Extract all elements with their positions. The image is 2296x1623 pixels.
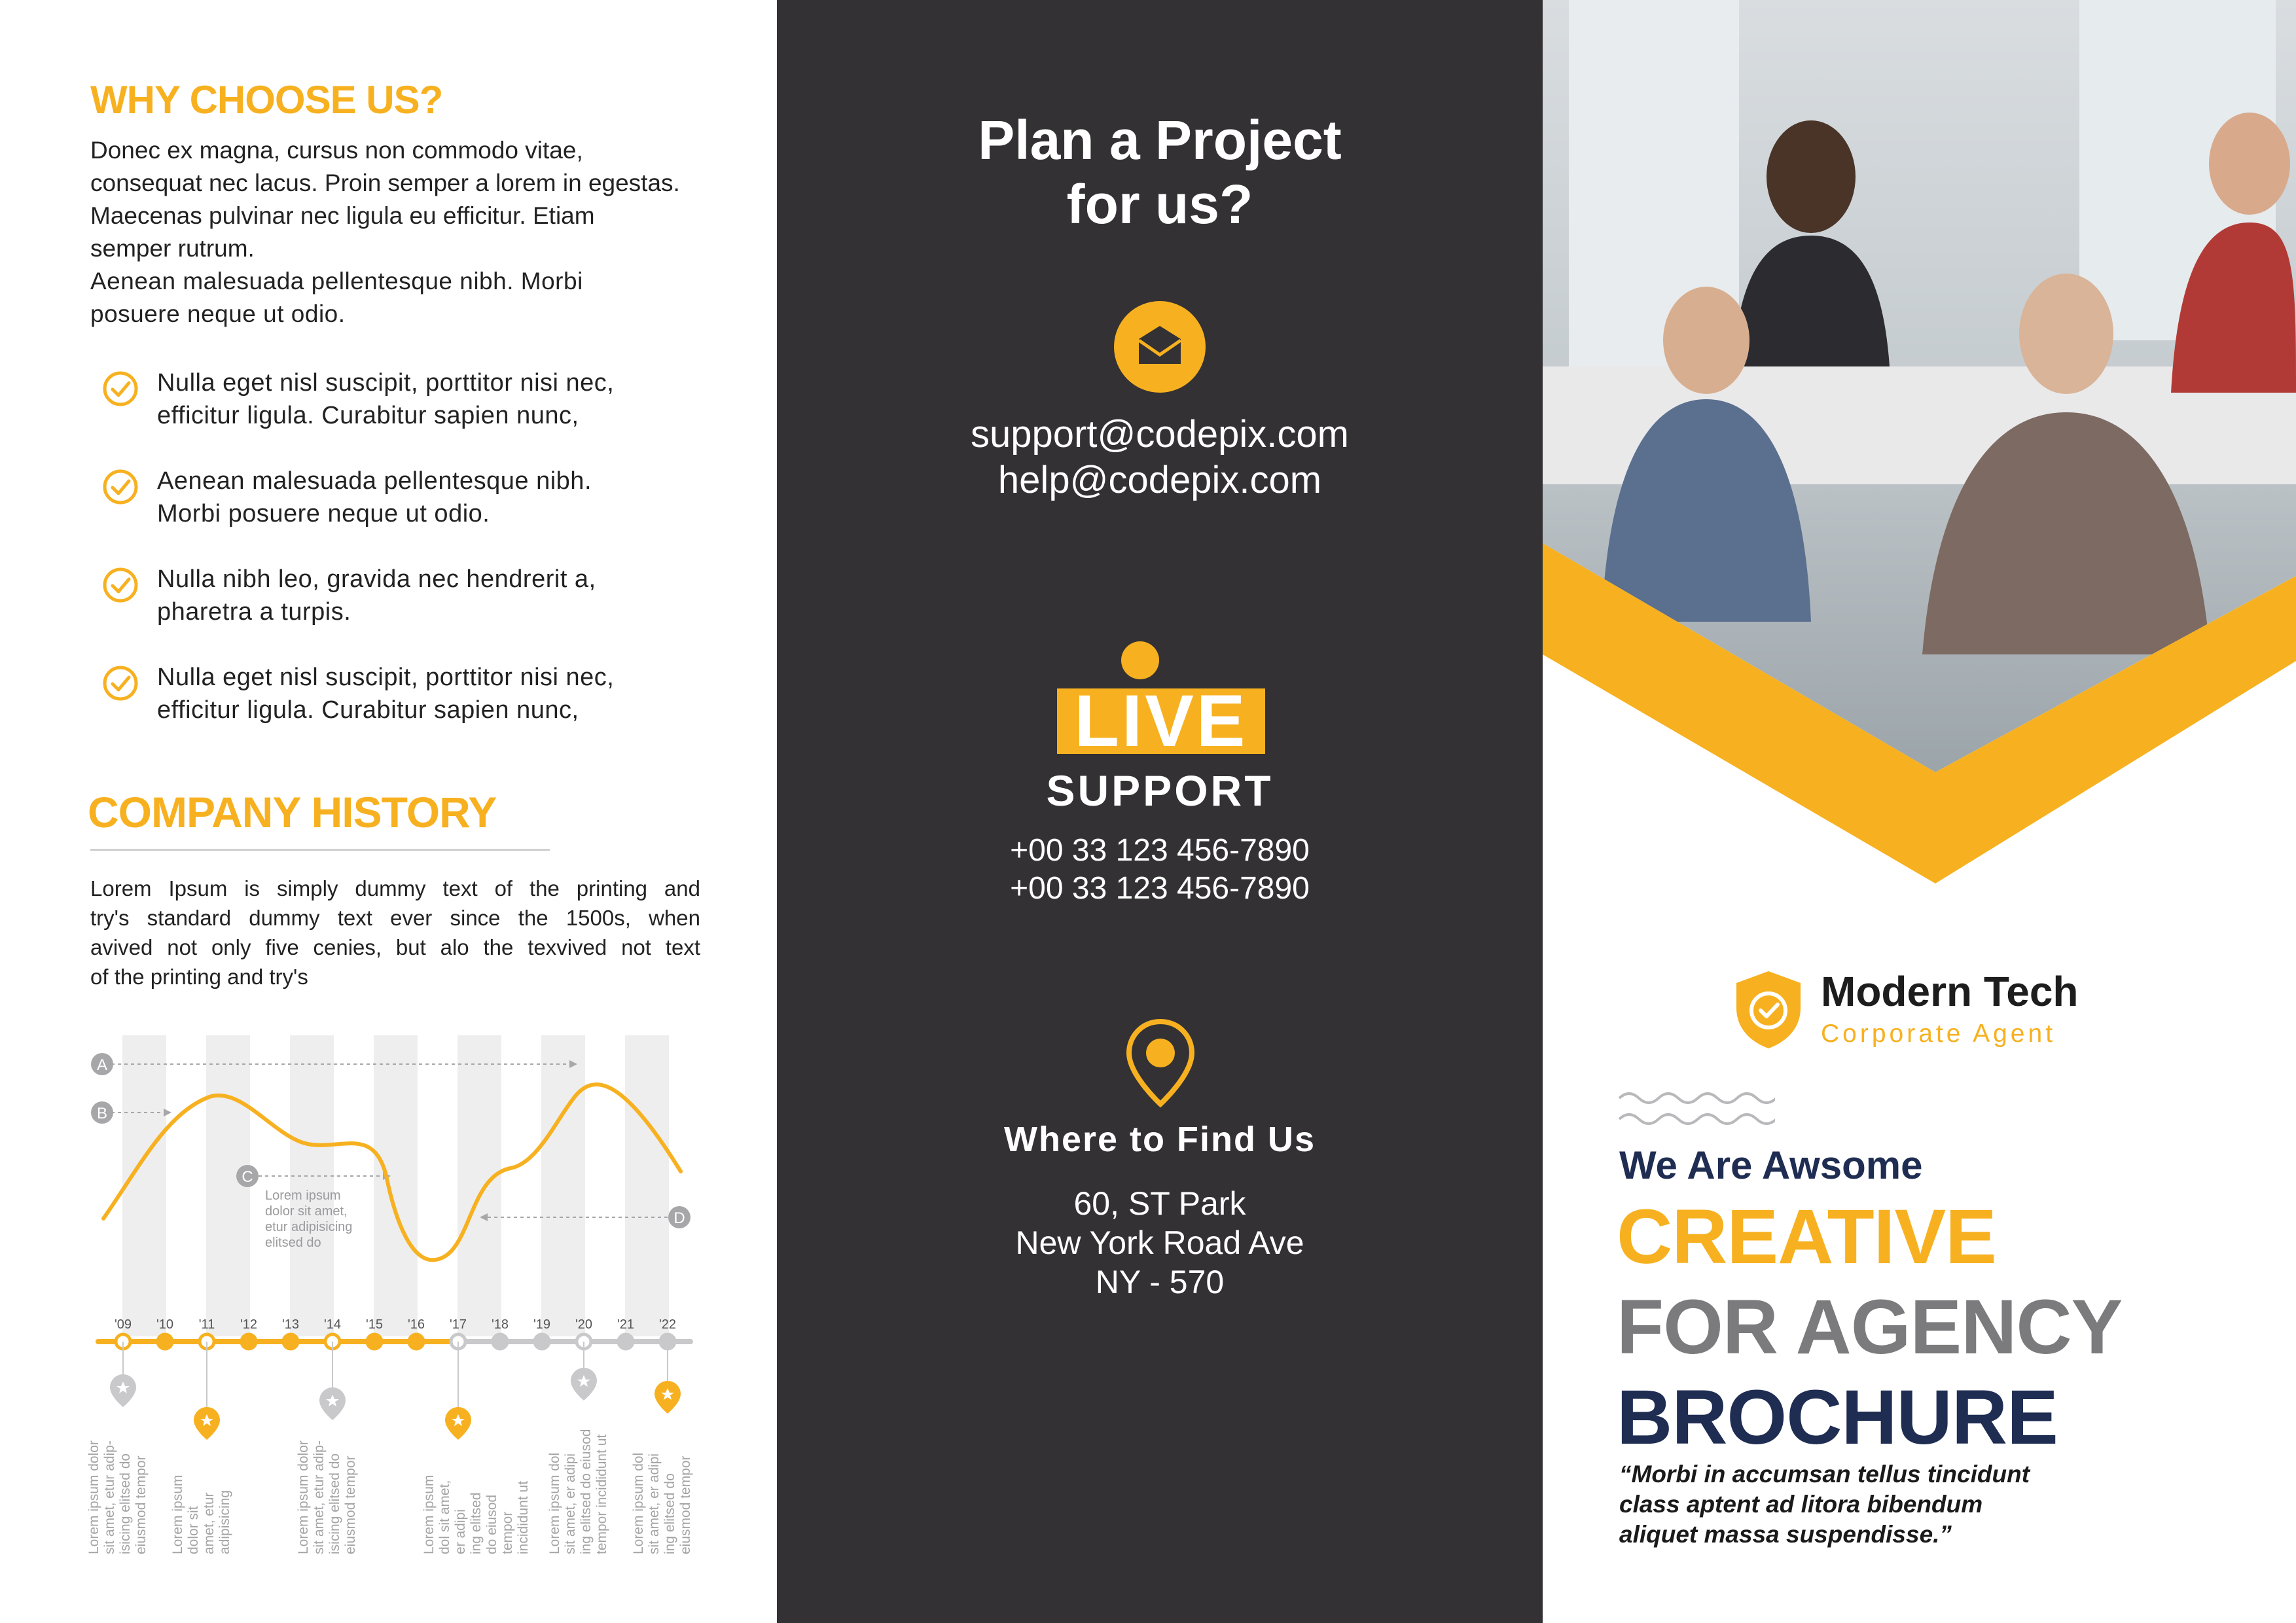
timeline-note-line: sit amet, er adipi (647, 1453, 662, 1554)
quote-line: class aptent ad litora bibendum (1619, 1491, 1983, 1518)
timeline-note-line: er adipi (453, 1509, 468, 1554)
checklist-line: Morbi posuere neque ut odio. (157, 500, 490, 527)
phone-1[interactable]: +00 33 123 456-7890 (1010, 833, 1310, 868)
why-paragraph-1 (90, 134, 680, 330)
year-label: '21 (617, 1317, 635, 1332)
checklist-line: efficitur ligula. Curabitur sapien nunc, (157, 402, 579, 429)
timeline-note-line: eiusmod tempor (678, 1455, 693, 1554)
year-label: '20 (575, 1317, 593, 1332)
timeline-note-line: tempor (500, 1511, 515, 1554)
email-help[interactable]: help@codepix.com (997, 459, 1322, 501)
live-word: LIVE (1074, 680, 1248, 762)
timeline-dot (619, 1334, 633, 1349)
timeline-note-line: Lorem ipsum dol (547, 1452, 562, 1554)
arrow-b (164, 1109, 171, 1116)
timeline-note-line: eiusmod tempor (343, 1455, 358, 1554)
right-panel (1543, 0, 2296, 1623)
timeline-note-line: Lorem ipsum (422, 1474, 437, 1554)
year-label: '22 (658, 1317, 677, 1332)
live-badge (1057, 680, 1265, 762)
location-pin-icon (1122, 1018, 1198, 1109)
marker-b (91, 1101, 113, 1124)
year-label: '09 (114, 1317, 132, 1332)
plan-title-line: for us? (1066, 173, 1253, 235)
year-label: '12 (240, 1317, 258, 1332)
envelope-icon (1113, 300, 1207, 394)
marker-c-label: C (242, 1168, 253, 1186)
address-line-2: New York Road Ave (1015, 1224, 1304, 1261)
timeline-note-line: amet, etur (202, 1492, 217, 1554)
checklist-text (157, 465, 592, 530)
marker-a (91, 1053, 113, 1075)
timeline-note-line: dolor sit (186, 1506, 201, 1554)
why-p1-line: Donec ex magna, cursus non commodo vitae, (90, 137, 583, 164)
callout-line: Lorem ipsum (265, 1188, 341, 1203)
timeline-note-line: sit amet, er adipi (563, 1453, 578, 1554)
year-label: '18 (491, 1317, 509, 1332)
quote-line: aliquet massa suspendisse.” (1619, 1521, 1952, 1548)
timeline-dot (242, 1334, 256, 1349)
headline-brochure: BROCHURE (1617, 1374, 2058, 1461)
timeline-note-line: Lorem ipsum dolor (296, 1440, 311, 1554)
live-dot-icon (1121, 641, 1159, 679)
why-p1-line: Maecenas pulvinar nec ligula eu efficitur. Etiam (90, 202, 595, 229)
marker-d (668, 1206, 691, 1228)
year-label: '16 (407, 1317, 425, 1332)
phone-2[interactable]: +00 33 123 456-7890 (1010, 871, 1310, 906)
marker-a-label: A (96, 1056, 108, 1074)
address-line-1: 60, ST Park (1073, 1185, 1246, 1222)
check-circle-icon (102, 567, 139, 603)
year-label: '13 (281, 1317, 300, 1332)
history-underline (90, 849, 550, 851)
tagline: We Are Awsome (1619, 1143, 1923, 1187)
year-label: '11 (198, 1317, 215, 1332)
history-line: avived not only five cenies, but alo the texvived not text (90, 935, 700, 959)
marker-c (236, 1165, 259, 1187)
timeline-note-line: sit amet, etur adip- (102, 1440, 117, 1554)
year-label: '15 (365, 1317, 384, 1332)
why-p2-line: posuere neque ut odio. (90, 300, 346, 327)
callout-line: elitsed do (265, 1236, 321, 1250)
address-line-3: NY - 570 (1095, 1264, 1225, 1300)
timeline-note-line: Lorem ipsum dolor (86, 1440, 101, 1554)
checklist-text (157, 661, 614, 726)
timeline-dot (409, 1334, 423, 1349)
timeline-note-line: sit amet, etur adip- (312, 1440, 327, 1554)
checklist-line: efficitur ligula. Curabitur sapien nunc, (157, 696, 579, 724)
history-line: of the printing and try's (90, 965, 308, 989)
timeline-dot (367, 1334, 382, 1349)
column-band (457, 1035, 501, 1336)
left-panel (0, 0, 777, 1623)
checklist-text (157, 366, 614, 432)
hero-photo (1543, 0, 2296, 910)
timeline-note-line: isicing elitsed do (118, 1453, 133, 1554)
column-bands (122, 1035, 669, 1336)
headline-creative: CREATIVE (1617, 1194, 1996, 1280)
column-band (625, 1035, 669, 1336)
timeline-dot (535, 1334, 549, 1349)
plan-title-line: Plan a Project (978, 109, 1342, 171)
quote-block (1619, 1459, 2030, 1550)
callout-line: dolor sit amet, (265, 1204, 348, 1219)
timeline-dot (283, 1334, 298, 1349)
timeline-pins (110, 1342, 681, 1440)
why-p2-line: Aenean malesuada pellentesque nibh. Morbi (90, 268, 583, 294)
checklist-line: pharetra a turpis. (157, 598, 351, 626)
checklist-line: Nulla nibh leo, gravida nec hendrerit a, (157, 565, 596, 593)
timeline-dot (158, 1334, 172, 1349)
timeline-note-line: ing elitsed do (662, 1473, 677, 1554)
person-head (2209, 113, 2290, 215)
column-band (541, 1035, 585, 1336)
timeline-note-line: adipisicing (217, 1489, 232, 1554)
support-word: SUPPORT (1046, 766, 1274, 815)
timeline-note-line: ing elitsed do eiusod (579, 1429, 594, 1554)
marker-d-label: D (673, 1209, 685, 1227)
timeline-note-line: eiusmod tempor (134, 1455, 149, 1554)
check-circle-icon (102, 665, 139, 702)
email-support[interactable]: support@codepix.com (971, 413, 1349, 455)
brand-tagline: Corporate Agent (1821, 1020, 2056, 1048)
check-circle-icon (102, 370, 139, 407)
history-infographic (0, 1008, 777, 1623)
history-line: try's standard dummy text ever since the 1500s, when (90, 906, 700, 930)
wave-divider-icon (1618, 1086, 1775, 1133)
why-choose-title: WHY CHOOSE US? (90, 78, 443, 122)
why-p1-line: consequat nec lacus. Proin semper a lorem in egestas. (90, 169, 680, 196)
checklist-line: Nulla eget nisl suscipit, porttitor nisi nec, (157, 369, 615, 397)
checklist-line: Aenean malesuada pellentesque nibh. (157, 467, 592, 495)
marker-b-label: B (96, 1105, 108, 1122)
timeline-note-line: tempor incididunt ut (594, 1434, 609, 1554)
history-paragraph (90, 874, 700, 991)
year-label: '17 (449, 1317, 467, 1332)
plan-project-title (777, 108, 1543, 236)
timeline-note-line: isicing elitsed do (327, 1453, 342, 1554)
where-to-find-title: Where to Find Us (1004, 1120, 1316, 1159)
year-label: '14 (323, 1317, 342, 1332)
history-line: Lorem Ipsum is simply dummy text of the printing and (90, 876, 700, 901)
year-label: '10 (156, 1317, 174, 1332)
timeline-dot (493, 1334, 507, 1349)
middle-panel (777, 0, 1543, 1623)
person-head (1767, 120, 1856, 233)
checklist-text (157, 563, 596, 628)
timeline-note-line: do eiusod (484, 1494, 499, 1554)
column-band (290, 1035, 334, 1336)
brand-shield-icon (1732, 969, 1804, 1051)
checklist-line: Nulla eget nisl suscipit, porttitor nisi nec, (157, 664, 615, 691)
timeline-notes (86, 1429, 693, 1554)
column-band (122, 1035, 166, 1336)
brand-name: Modern Tech (1821, 968, 2079, 1015)
person-head (1663, 287, 1749, 394)
timeline-note-line: dol sit amet, (437, 1480, 452, 1554)
timeline-note-line: Lorem ipsum dol (631, 1452, 646, 1554)
company-history-title: COMPANY HISTORY (88, 788, 497, 836)
timeline-note-line: Lorem ipsum (170, 1474, 185, 1554)
column-band (374, 1035, 418, 1336)
why-p1-line: semper rutrum. (90, 235, 255, 262)
timeline-note-line: incididunt ut (516, 1480, 531, 1554)
timeline-note-line: ing elitsed (469, 1492, 484, 1554)
headline-for-agency: FOR AGENCY (1617, 1284, 2123, 1370)
year-label: '19 (533, 1317, 551, 1332)
check-circle-icon (102, 469, 139, 505)
person-head (2019, 274, 2113, 394)
quote-line: “Morbi in accumsan tellus tincidunt (1619, 1461, 2030, 1488)
callout-line: etur adipisicing (265, 1220, 353, 1234)
